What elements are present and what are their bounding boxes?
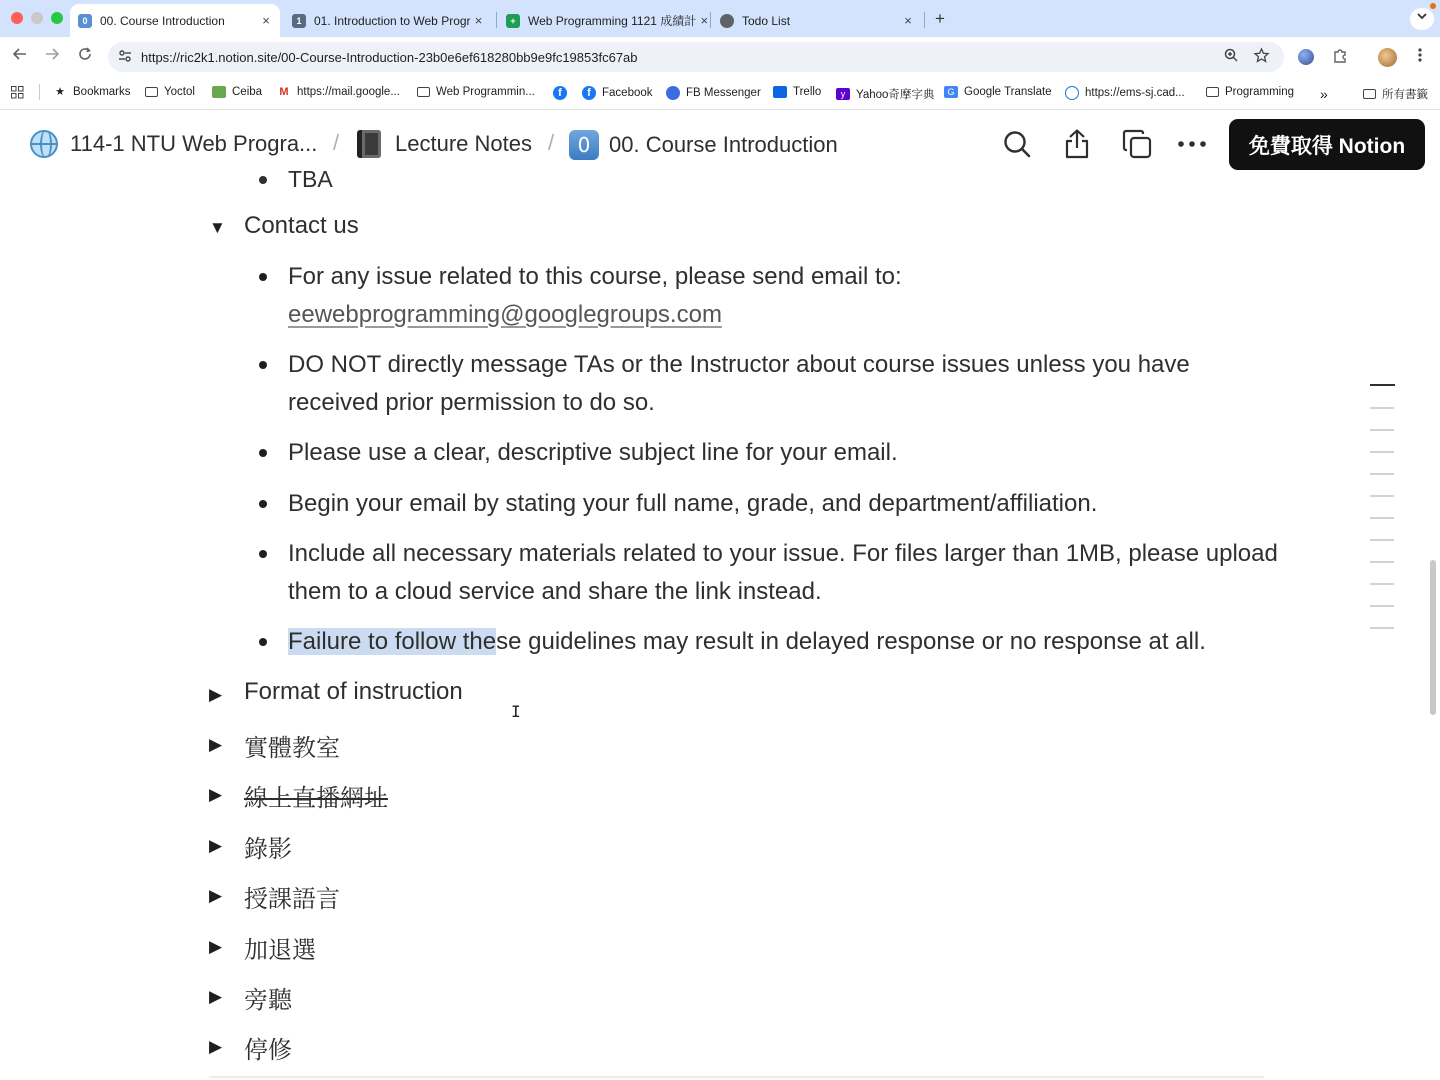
back-button[interactable] [10, 47, 30, 66]
window-minimize-button[interactable] [31, 12, 43, 24]
breadcrumb-current-page[interactable] [569, 130, 838, 160]
site-info-icon[interactable] [118, 49, 132, 66]
bookmark-programming[interactable] [1206, 86, 1294, 98]
bullet-icon [259, 500, 267, 508]
new-tab-button[interactable]: + [935, 9, 945, 28]
page-scrollbar[interactable] [1430, 560, 1436, 715]
folder-icon [145, 87, 158, 97]
reload-button[interactable] [75, 47, 95, 66]
breadcrumb-course[interactable] [30, 130, 317, 158]
globe-icon [720, 14, 734, 28]
number-zero-icon: 0 [569, 130, 599, 160]
chevron-down-icon [1417, 11, 1427, 21]
outline-marker[interactable] [1370, 539, 1394, 541]
tab-title: 00. Course Introduction [100, 13, 225, 28]
toggle-closed-icon[interactable]: ▶ [209, 987, 223, 1006]
breadcrumb-label: 00. Course Introduction [609, 132, 838, 157]
close-icon[interactable]: × [474, 13, 483, 28]
profile-avatar[interactable] [1378, 48, 1397, 67]
bookmark-web-programming[interactable] [417, 86, 535, 98]
browser-tab-web-programming-grades[interactable] [498, 4, 709, 37]
bookmark-bookmarks[interactable] [53, 86, 131, 98]
duplicate-icon [1122, 129, 1152, 159]
recording-indicator [1430, 3, 1436, 9]
bookmark-star-icon[interactable] [1254, 48, 1269, 66]
bookmark-label: Google Translate [964, 86, 1052, 98]
more-options-button[interactable] [1176, 128, 1208, 160]
url-text: https://ric2k1.notion.site/00-Course-Introduction-23b0e6ef618280bb9e9fc19853fc67ab [141, 50, 638, 65]
star-icon: ★ [55, 86, 65, 98]
bookmarks-overflow-button[interactable]: » [1320, 86, 1328, 102]
browser-tab-introduction-to-web[interactable] [284, 4, 492, 37]
bookmarks-separator [39, 84, 40, 100]
spreadsheet-icon: + [506, 14, 520, 28]
zoom-icon[interactable] [1224, 48, 1238, 65]
bullet-icon [259, 550, 267, 558]
get-notion-button[interactable]: 免費取得 Notion [1229, 119, 1425, 170]
arrow-right-icon [45, 47, 59, 61]
reload-icon [78, 47, 92, 61]
browser-tab-course-introduction[interactable] [70, 4, 280, 37]
bookmark-ceiba[interactable] [212, 86, 262, 98]
bullet-icon [259, 273, 267, 281]
tab-title: Web Programming 1121 成績計 [528, 14, 697, 28]
email-link[interactable]: eewebprogramming@googlegroups.com [288, 301, 722, 328]
list-item: DO NOT directly message TAs or the Instructor about course issues unless you have received prior permission to do so. [288, 351, 1190, 416]
toggle-closed-icon[interactable]: ▶ [209, 685, 223, 704]
tab-search-button[interactable] [1410, 8, 1434, 30]
bookmark-label: Programming [1225, 86, 1295, 98]
bookmark-label: Yoctol [164, 86, 195, 98]
tab-separator [924, 12, 925, 28]
toggle-title-withdrawal[interactable]: 停修 [244, 1037, 292, 1064]
close-icon[interactable]: × [262, 13, 270, 28]
search-icon [1003, 130, 1031, 158]
messenger-icon [666, 86, 680, 100]
address-bar[interactable] [108, 42, 1284, 72]
browser-tab-strip [0, 0, 1440, 37]
previous-list-item: TBA [288, 166, 333, 192]
toggle-title-recording[interactable]: 錄影 [244, 836, 292, 863]
bookmark-label: 所有書籤 [1382, 89, 1428, 101]
bookmark-label: Web Programmin... [436, 86, 535, 98]
window-close-button[interactable] [11, 12, 23, 24]
number-zero-icon: 0 [78, 14, 92, 28]
bookmarks-bar [0, 77, 1440, 110]
apps-grid-icon[interactable] [11, 86, 24, 99]
yahoo-icon: y [836, 88, 850, 100]
outline-marker[interactable] [1370, 627, 1394, 629]
breadcrumb-separator: / [548, 130, 555, 155]
toggle-title-classroom[interactable]: 實體教室 [244, 735, 340, 762]
toggle-closed-icon[interactable]: ▶ [209, 886, 223, 905]
bookmark-label: Trello [793, 86, 822, 98]
bookmark-label: Yahoo奇摩字典 [856, 89, 935, 101]
folder-icon [1206, 87, 1219, 97]
toggle-closed-icon[interactable]: ▶ [209, 785, 223, 804]
toggle-title-format-of-instruction[interactable]: Format of instruction [244, 678, 463, 705]
tab-title: 01. Introduction to Web Progr [314, 13, 471, 28]
list-item-text: For any issue related to this course, please send email to: [288, 263, 902, 290]
toggle-closed-icon[interactable]: ▶ [209, 836, 223, 855]
bookmark-facebook[interactable] [582, 86, 653, 100]
extension-globe-icon[interactable] [1298, 49, 1314, 65]
forward-button[interactable] [42, 47, 62, 66]
bookmark-label: Ceiba [232, 86, 263, 98]
bookmark-facebook-icon-only[interactable] [553, 86, 573, 100]
bookmark-label: FB Messenger [686, 87, 761, 99]
folder-icon [1363, 89, 1376, 99]
duplicate-button[interactable] [1121, 128, 1153, 160]
window-maximize-button[interactable] [51, 12, 63, 24]
toggle-title-livestream-url[interactable]: 線上直播網址 [244, 785, 388, 812]
toggle-title-add-drop[interactable]: 加退選 [244, 937, 316, 964]
globe-icon [30, 130, 58, 158]
outline-marker[interactable] [1370, 561, 1394, 563]
bullet-icon [259, 361, 267, 369]
outline-marker[interactable] [1370, 517, 1394, 519]
extensions-puzzle-icon[interactable] [1330, 47, 1350, 68]
bullet-icon [259, 176, 267, 184]
bookmark-label: Bookmarks [73, 86, 131, 98]
bookmark-google-translate[interactable] [944, 86, 1052, 98]
outline-marker[interactable] [1370, 429, 1394, 431]
close-icon[interactable]: × [904, 13, 912, 28]
toggle-title-audit[interactable]: 旁聽 [244, 987, 292, 1014]
outline-marker[interactable] [1370, 407, 1394, 409]
bookmark-label: https://mail.google... [297, 86, 400, 98]
close-icon[interactable]: × [700, 13, 709, 28]
browser-tab-todo-list[interactable] [712, 4, 922, 37]
breadcrumb-label: Lecture Notes [395, 131, 532, 156]
arrow-left-icon [13, 47, 27, 61]
bookmark-yahoo-dictionary[interactable] [836, 86, 934, 102]
bookmark-all-bookmarks[interactable] [1363, 86, 1428, 102]
list-item: Please use a clear, descriptive subject line for your email. [288, 439, 898, 466]
bullet-icon [259, 638, 267, 646]
toggle-closed-icon[interactable]: ▶ [209, 937, 223, 956]
outline-marker[interactable] [1370, 605, 1394, 607]
toggle-title-contact-us[interactable]: Contact us [244, 212, 359, 239]
browser-toolbar [0, 37, 1440, 77]
list-item: Begin your email by stating your full name, grade, and department/affiliation. [288, 490, 1098, 517]
outline-marker[interactable] [1370, 495, 1394, 497]
folder-icon [417, 87, 430, 97]
bookmark-gmail[interactable] [277, 86, 400, 98]
selected-text: Failure to follow the [288, 628, 497, 655]
ems-icon [1065, 86, 1079, 100]
bookmark-fb-messenger[interactable] [666, 86, 761, 100]
tab-title: Todo List [742, 13, 791, 28]
tab-separator [710, 12, 711, 28]
outline-marker[interactable] [1370, 583, 1394, 585]
list-item [288, 623, 1288, 661]
bookmark-label: Facebook [602, 87, 653, 99]
bookmark-yoctol[interactable] [145, 86, 195, 98]
breadcrumb-separator: / [333, 130, 340, 155]
toggle-closed-icon[interactable]: ▶ [209, 1037, 223, 1056]
bookmark-ems[interactable] [1065, 86, 1185, 100]
ceiba-icon [212, 86, 226, 98]
toggle-closed-icon[interactable]: ▶ [209, 735, 223, 754]
share-button[interactable] [1061, 128, 1093, 160]
breadcrumb-lecture-notes[interactable] [357, 130, 532, 158]
list-item: Include all necessary materials related to your issue. For files larger than 1MB, please upload them to a cloud service and share the link instead. [288, 540, 1278, 605]
facebook-icon: f [582, 86, 596, 100]
breadcrumb-label: 114-1 NTU Web Progra... [70, 131, 318, 156]
bookmark-label: https://ems-sj.cad... [1085, 87, 1185, 99]
outline-marker-active[interactable] [1370, 384, 1395, 386]
page-content [0, 166, 1440, 1080]
share-icon [1064, 129, 1090, 159]
text-cursor-icon: I [511, 702, 521, 721]
toggle-open-icon[interactable]: ▼ [209, 218, 226, 237]
toggle-title-language[interactable]: 授課語言 [244, 886, 340, 913]
facebook-icon: f [553, 86, 567, 100]
outline-marker[interactable] [1370, 473, 1394, 475]
list-item-text: se guidelines may result in delayed response or no response at all. [496, 628, 1206, 655]
gmail-icon: M [279, 86, 289, 98]
notion-topbar [0, 110, 1440, 180]
tab-separator [496, 12, 497, 28]
trello-icon [773, 86, 787, 98]
browser-menu-icon[interactable] [1410, 47, 1430, 68]
more-horizontal-icon [1177, 140, 1207, 148]
outline-marker[interactable] [1370, 451, 1394, 453]
list-item [288, 258, 1278, 334]
translate-icon: G [944, 86, 958, 98]
bullet-icon [259, 449, 267, 457]
bookmark-trello[interactable] [773, 86, 821, 98]
divider [209, 1076, 1264, 1078]
search-button[interactable] [1001, 128, 1033, 160]
number-one-icon: 1 [292, 14, 306, 28]
notebook-icon [357, 130, 381, 158]
